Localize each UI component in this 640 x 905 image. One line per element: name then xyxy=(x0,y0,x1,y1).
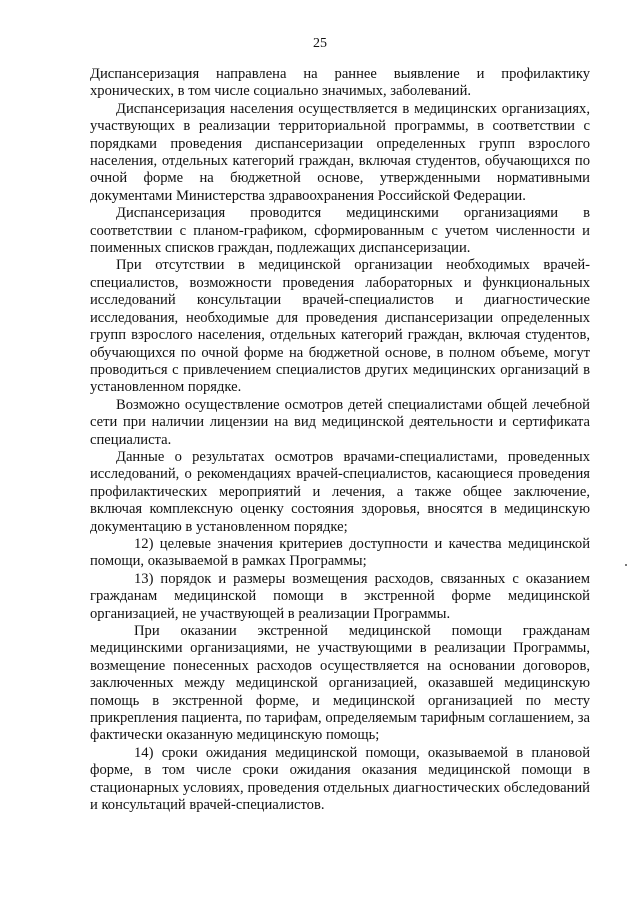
list-item-12: 12) целевые значения критериев доступности и качества медицинской помощи, оказываемой в рамках Программы; xyxy=(90,535,590,570)
paragraph-3: Диспансеризация проводится медицинскими организациями в соответствии с планом-графиком, сформированным с учетом численности и поименных списков граждан, подлежащих диспансеризации. xyxy=(90,205,590,257)
paragraph-5: Возможно осуществление осмотров детей специалистами общей лечебной сети при наличии лицензии на вид медицинской деятельности и сертификата специалиста. xyxy=(90,396,590,448)
paragraph-emergency-care: При оказании экстренной медицинской помощи гражданам медицинскими организациями, не участвующими в реализации Программы, возмещение понесенных расходов осуществляется на основании договоров, заключенных между медицинской организацией, оказавшей медицинскую помощь в экстренной форме, и медицинской организацией по месту прикрепления пациента, по тарифам, определяемым тарифным соглашением, за фактически оказанную медицинскую помощь; xyxy=(90,623,590,744)
paragraph-4: При отсутствии в медицинской организации необходимых врачей-специалистов, возможности проведения лабораторных и функциональных исследований консультации врачей-специалистов и диагностические исследования, необходимые для проведения диспансеризации определенных групп взрослого населения, отдельных категорий граждан, включая студентов, обучающихся по очной форме на бюджетной основе, в полном объеме, могут проводиться с привлечением специалистов других медицинских организаций в установленном порядке. xyxy=(90,257,590,396)
paragraph-2: Диспансеризация населения осуществляется в медицинских организациях, участвующих в реализации территориальной программы, в соответствии с порядками проведения диспансеризации определенных групп взрослого населения, отдельных категорий граждан, включая студентов, обучающихся по очной форме на бюджетной основе, утвержденными нормативными документами Министерства здравоохранения Российской Федерации. xyxy=(90,100,590,204)
list-item-13: 13) порядок и размеры возмещения расходов, связанных с оказанием гражданам медицинской помощи в экстренной форме медицинской организацией, не участвующей в реализации Программы. xyxy=(90,570,590,622)
document-body xyxy=(90,66,590,814)
paragraph-6: Данные о результатах осмотров врачами-специалистами, проведенных исследований, о рекомендациях врачей-специалистов, касающиеся проведения профилактических мероприятий и лечения, а также общее заключение, включая комплексную оценку состояния здоровья, вносятся в медицинскую документацию в установленном порядке; xyxy=(90,448,590,535)
page-number: 25 xyxy=(313,36,327,51)
scan-speck xyxy=(625,564,627,566)
paragraph-1: Диспансеризация направлена на раннее выявление и профилактику хронических, в том числе социально значимых, заболеваний. xyxy=(90,66,590,100)
list-item-14: 14) сроки ожидания медицинской помощи, оказываемой в плановой форме, в том числе сроки ожидания оказания медицинской помощи в стационарных условиях, проведения отдельных диагностических обследований и консультаций врачей-специалистов. xyxy=(90,744,590,814)
